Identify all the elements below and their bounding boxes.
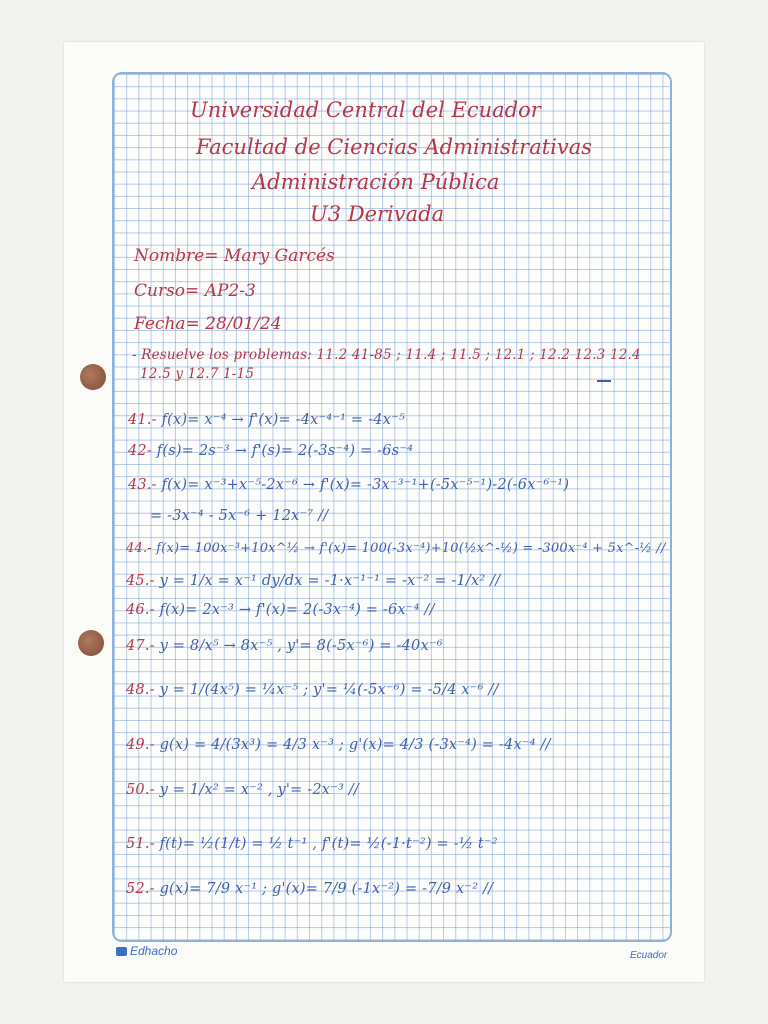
exercise-number: 51.- — [126, 836, 155, 852]
exercise-work: f(x)= 100x⁻³+10x^½ → f'(x)= 100(-3x⁻⁴)+10(½x^-½) = -300x⁻⁴ + 5x^-½ // — [156, 541, 666, 556]
exercise-number: 45.- — [126, 573, 155, 589]
student-name: Nombre= Mary Garcés — [134, 246, 335, 266]
exercise-work: f(s)= 2s⁻³ → f'(s)= 2(-3s⁻⁴) = -6s⁻⁴ — [156, 443, 414, 459]
exercise-48 — [126, 682, 499, 698]
exercise-50 — [126, 782, 359, 798]
exercise-work: y = 1/x = x⁻¹ dy/dx = -1·x⁻¹⁻¹ = -x⁻² = -1/x² // — [159, 573, 501, 589]
exercise-51 — [126, 836, 498, 852]
exercise-44 — [126, 541, 666, 556]
exercise-work: y = 1/(4x⁵) = ¼x⁻⁵ ; y'= ¼(-5x⁻⁶) = -5/4 x⁻⁶ // — [159, 682, 499, 698]
exercise-number: 52.- — [126, 881, 155, 897]
exercise-45 — [126, 573, 500, 589]
faculty-title: Facultad de Ciencias Administrativas — [196, 135, 593, 159]
exercise-number: 49.- — [126, 737, 155, 753]
assignment-line-2: 12.5 y 12.7 1-15 — [140, 366, 255, 382]
underline-mark — [597, 380, 611, 382]
unit-title: U3 Derivada — [310, 202, 445, 226]
assignment-line-1: - Resuelve los problemas: 11.2 41-85 ; 11.4 ; 11.5 ; 12.1 ; 12.2 12.3 12.4 — [132, 347, 641, 363]
exercise-41 — [128, 412, 405, 428]
exercise-work: y = 1/x² = x⁻² , y'= -2x⁻³ // — [159, 782, 359, 798]
student-date: Fecha= 28/01/24 — [134, 314, 282, 334]
footer-mark: Ecuador — [630, 950, 668, 961]
binder-hole-top — [80, 364, 106, 390]
exercise-work: g(x) = 4/(3x³) = 4/3 x⁻³ ; g'(x)= 4/3 (-3x⁻⁴) = -4x⁻⁴ // — [159, 737, 551, 753]
exercise-work: = -3x⁻⁴ - 5x⁻⁶ + 12x⁻⁷ // — [150, 508, 329, 524]
brand-logo-icon — [116, 947, 127, 956]
career-title: Administración Pública — [252, 170, 500, 194]
exercise-49 — [126, 737, 551, 753]
exercise-number: 47.- — [126, 638, 155, 654]
exercise-number: 44.- — [126, 541, 152, 556]
exercise-number: 48.- — [126, 682, 155, 698]
exercise-number: 43.- — [128, 477, 157, 493]
exercise-46 — [126, 602, 435, 618]
exercise-work: g(x)= 7/9 x⁻¹ ; g'(x)= 7/9 (-1x⁻²) = -7/9 x⁻² // — [159, 881, 494, 897]
exercise-work: f(t)= ½(1/t) = ½ t⁻¹ , f'(t)= ½(-1·t⁻²) = -½ t⁻² — [159, 836, 498, 852]
exercise-work: y = 8/x⁵ → 8x⁻⁵ , y'= 8(-5x⁻⁶) = -40x⁻⁶ — [159, 638, 443, 654]
exercise-number: 50.- — [126, 782, 155, 798]
exercise-work: f(x)= 2x⁻³ → f'(x)= 2(-3x⁻⁴) = -6x⁻⁴ // — [159, 602, 435, 618]
university-title: Universidad Central del Ecuador — [190, 98, 541, 122]
brand-logo — [116, 944, 177, 958]
exercise-work: f(x)= x⁻⁴ → f'(x)= -4x⁻⁴⁻¹ = -4x⁻⁵ — [161, 412, 405, 428]
exercise-52 — [126, 881, 493, 897]
exercise-43-continued — [150, 508, 328, 524]
student-course: Curso= AP2-3 — [134, 281, 256, 301]
exercise-number: 46.- — [126, 602, 155, 618]
exercise-47 — [126, 638, 443, 654]
exercise-number: 41.- — [128, 412, 157, 428]
exercise-work: f(x)= x⁻³+x⁻⁵-2x⁻⁶ → f'(x)= -3x⁻³⁻¹+(-5x⁻⁵⁻¹)-2(-6x⁻⁶⁻¹) — [161, 477, 570, 493]
exercise-43 — [128, 477, 569, 493]
brand-logo-text: Edhacho — [130, 944, 178, 958]
exercise-number: 42- — [128, 443, 152, 459]
exercise-42 — [128, 443, 413, 459]
binder-hole-bottom — [78, 630, 104, 656]
